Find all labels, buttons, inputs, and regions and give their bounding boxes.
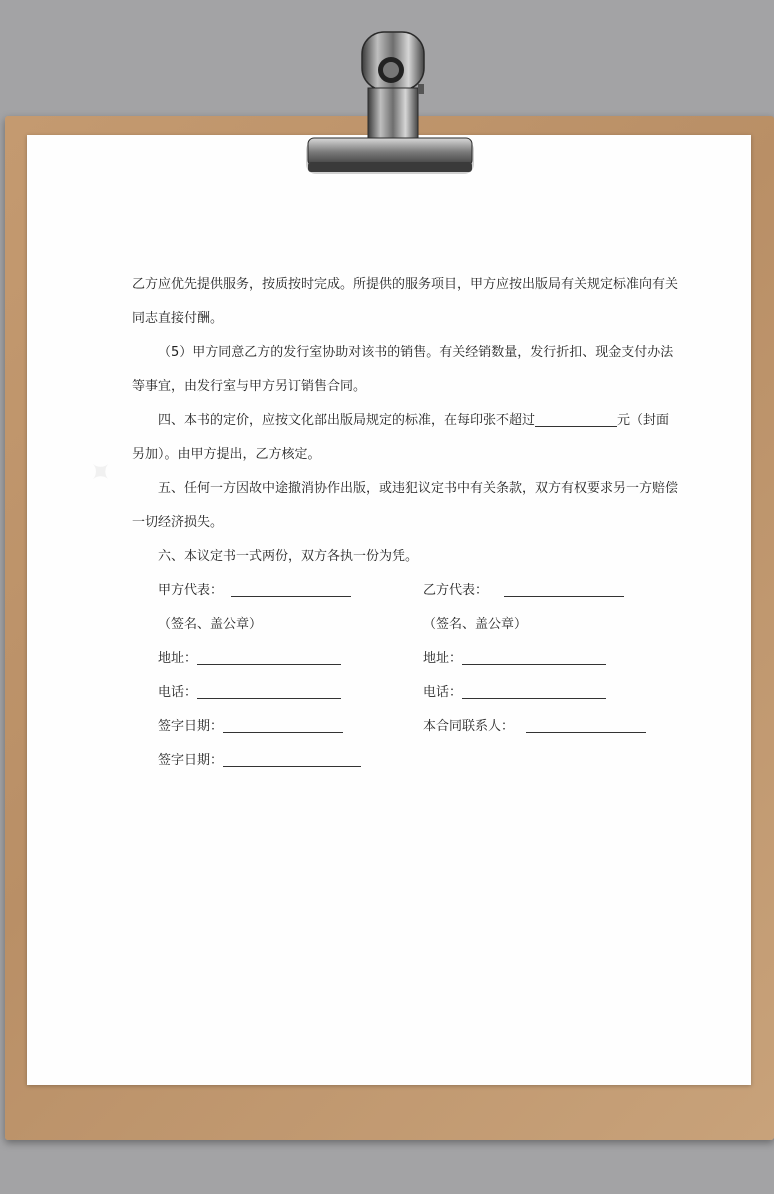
party-b-rep-row: [423, 579, 624, 598]
party-a-rep-label: 甲方代表：: [158, 583, 224, 598]
phone-b-label: 电话：: [423, 685, 463, 700]
phone-b-row: [423, 681, 606, 700]
paragraph-line: 同志直接付酬。: [132, 311, 224, 326]
contact-person-row: [423, 715, 646, 734]
price-clause-suffix: 元（封面: [617, 413, 670, 428]
phone-b-field[interactable]: [462, 684, 606, 699]
binder-clip-icon: [290, 26, 490, 186]
sign-date-b-field[interactable]: [223, 752, 361, 767]
paragraph-line: 等事宜，由发行室与甲方另订销售合同。: [132, 379, 367, 394]
price-blank-field[interactable]: [535, 412, 617, 427]
seal-note-b: （签名、盖公章）: [423, 617, 528, 632]
price-clause-text: 四、本书的定价，应按文化部出版局规定的标准，在每印张不超过: [158, 413, 536, 428]
seal-note-a: （签名、盖公章）: [158, 617, 263, 632]
address-b-label: 地址：: [423, 651, 463, 666]
paragraph-line: 六、本议定书一式两份，双方各执一份为凭。: [158, 549, 419, 564]
address-b-row: [423, 647, 606, 666]
paragraph-line: 一切经济损失。: [132, 515, 224, 530]
sign-date-a-label: 签字日期：: [158, 719, 224, 734]
document-page: [27, 135, 751, 1085]
party-a-rep-row: [158, 579, 351, 598]
paragraph-line: 五、任何一方因故中途撤消协作出版，或违犯议定书中有关条款，双方有权要求另一方赔偿: [158, 481, 679, 496]
party-b-rep-field[interactable]: [504, 582, 624, 597]
paragraph-line: 另加）。由甲方提出，乙方核定。: [132, 447, 321, 462]
sign-date-b-label: 签字日期：: [158, 753, 224, 768]
address-b-field[interactable]: [462, 650, 606, 665]
sign-date-a-field[interactable]: [223, 718, 343, 733]
phone-a-label: 电话：: [158, 685, 198, 700]
address-a-field[interactable]: [197, 650, 341, 665]
contact-person-field[interactable]: [526, 718, 646, 733]
paragraph-line: （5）甲方同意乙方的发行室协助对该书的销售。有关经销数量，发行折扣、现金支付办法: [158, 345, 674, 360]
document-body: [27, 135, 751, 1085]
price-clause: [158, 409, 669, 428]
phone-a-row: [158, 681, 341, 700]
sign-date-a-row: [158, 715, 343, 734]
phone-a-field[interactable]: [197, 684, 341, 699]
address-a-row: [158, 647, 341, 666]
watermark: ✦: [78, 451, 121, 494]
contact-person-label: 本合同联系人：: [423, 719, 515, 734]
party-b-rep-label: 乙方代表：: [423, 583, 489, 598]
address-a-label: 地址：: [158, 651, 198, 666]
sign-date-b-row: [158, 749, 361, 768]
paragraph-line: 乙方应优先提供服务，按质按时完成。所提供的服务项目，甲方应按出版局有关规定标准向有关: [132, 277, 679, 292]
party-a-rep-field[interactable]: [231, 582, 351, 597]
